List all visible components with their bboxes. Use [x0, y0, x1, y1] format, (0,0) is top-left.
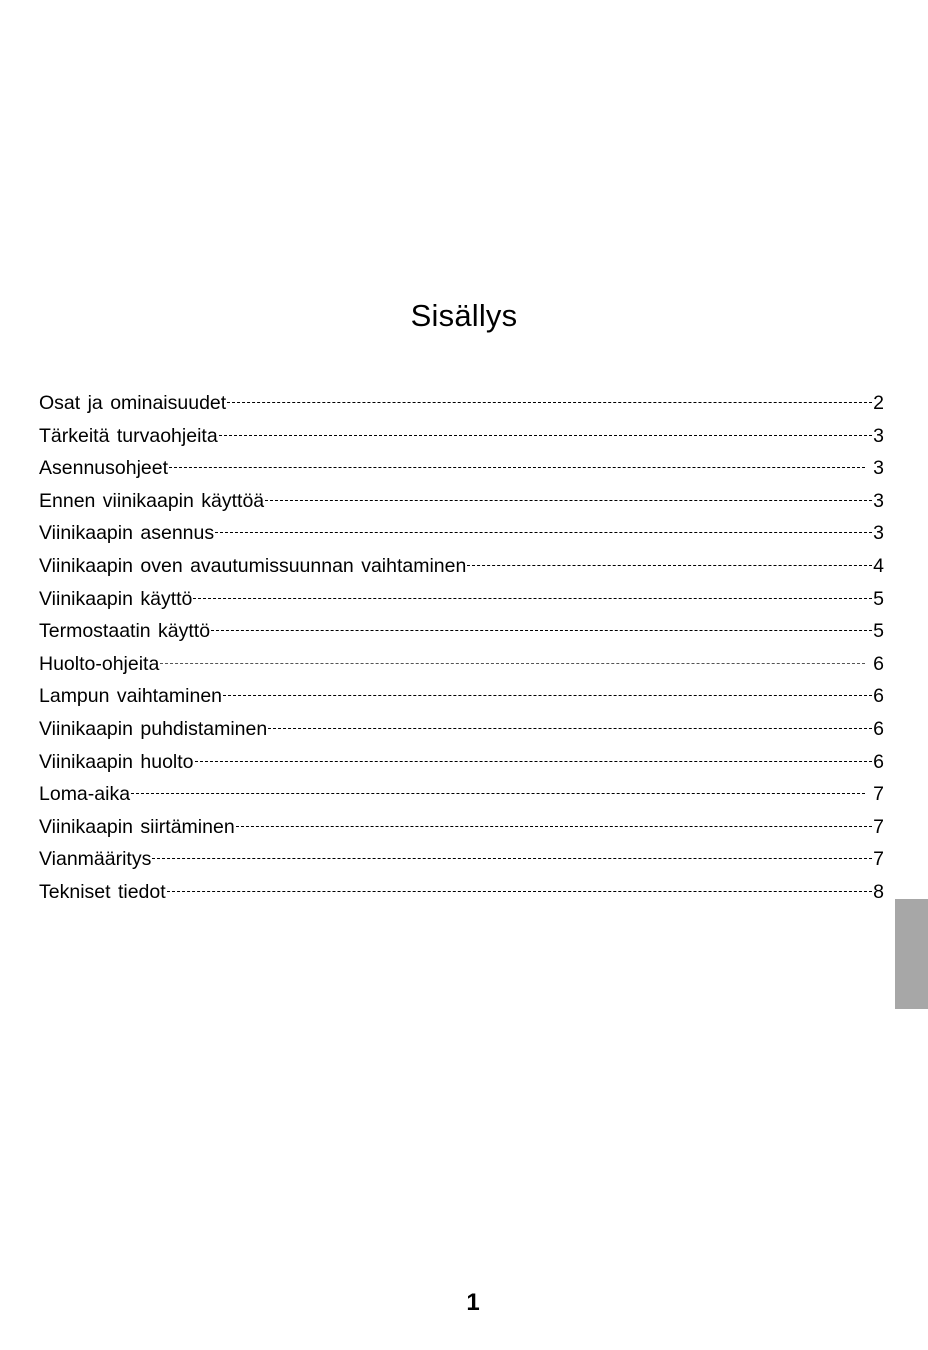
toc-entry-page: 6 — [873, 685, 884, 708]
table-of-contents — [39, 387, 884, 909]
toc-entry-label: Huolto-ohjeita — [39, 652, 160, 675]
toc-entry-page: 7 — [873, 783, 884, 806]
toc-leader-dashes — [227, 402, 872, 403]
toc-entry-page: 7 — [873, 815, 884, 838]
toc-entry-label: Vianmääritys — [39, 848, 152, 871]
language-side-tab — [895, 899, 928, 1009]
toc-leader-dashes — [236, 826, 872, 827]
toc-entry-label: Loma-aika — [39, 783, 131, 806]
toc-entry-page: 4 — [873, 554, 884, 577]
toc-entry — [39, 680, 884, 713]
toc-leader-dashes — [152, 858, 872, 859]
toc-entry — [39, 843, 884, 876]
toc-entry-label: Osat ja ominaisuudet — [39, 392, 227, 414]
toc-entry — [39, 485, 884, 518]
toc-entry — [39, 387, 884, 420]
toc-leader-dashes — [467, 565, 872, 566]
toc-entry — [39, 746, 884, 779]
toc-entry — [39, 648, 884, 681]
toc-leader-dashes — [160, 663, 865, 664]
toc-entry — [39, 811, 884, 844]
toc-entry — [39, 452, 884, 485]
toc-entry-label: Tärkeitä turvaohjeita — [39, 424, 218, 447]
toc-leader-dashes — [167, 891, 872, 892]
toc-entry-page: 3 — [873, 489, 884, 512]
toc-leader-dashes — [193, 598, 872, 599]
toc-entry-page: 3 — [873, 457, 884, 480]
toc-entry-label: Termostaatin käyttö — [39, 620, 211, 643]
toc-leader-dashes — [223, 695, 872, 696]
toc-entry-label: Viinikaapin siirtäminen — [39, 815, 235, 838]
toc-entry-page: 6 — [873, 652, 884, 675]
toc-entry-label: Viinikaapin käyttö — [39, 587, 193, 610]
toc-entry-page: 8 — [873, 880, 884, 903]
toc-entry — [39, 778, 884, 811]
toc-entry-page: 3 — [873, 424, 884, 447]
toc-leader-dashes — [219, 435, 872, 436]
toc-leader-dashes — [211, 630, 872, 631]
toc-entry — [39, 517, 884, 550]
toc-entry-label: Viinikaapin huolto — [39, 750, 194, 773]
toc-entry-page: 5 — [873, 620, 884, 643]
toc-entry-page: 6 — [873, 750, 884, 773]
toc-entry-page: 5 — [873, 587, 884, 610]
toc-leader-dashes — [195, 761, 872, 762]
toc-entry-label: Ennen viinikaapin käyttöä — [39, 489, 265, 512]
toc-entry-page: 6 — [873, 717, 884, 740]
toc-leader-dashes — [215, 532, 872, 533]
toc-entry-label: Lampun vaihtaminen — [39, 685, 223, 708]
toc-entry — [39, 615, 884, 648]
toc-entry-label: Tekniset tiedot — [39, 880, 166, 903]
toc-entry — [39, 876, 884, 909]
toc-entry — [39, 550, 884, 583]
toc-entry — [39, 420, 884, 453]
toc-entry-label: Viinikaapin asennus — [39, 522, 215, 545]
toc-entry-label: Asennusohjeet — [39, 457, 169, 480]
page-title: Sisällys — [410, 298, 518, 333]
toc-leader-dashes — [169, 467, 865, 468]
toc-entry-label: Viinikaapin puhdistaminen — [39, 717, 268, 740]
page-number: 1 — [466, 1289, 480, 1316]
toc-entry — [39, 713, 884, 746]
toc-entry-page: 2 — [873, 392, 884, 414]
toc-leader-dashes — [265, 500, 872, 501]
toc-entry-page: 7 — [873, 848, 884, 871]
toc-entry-page: 3 — [873, 522, 884, 545]
toc-entry — [39, 583, 884, 616]
toc-leader-dashes — [268, 728, 872, 729]
toc-entry-label: Viinikaapin oven avautumissuunnan vaihtaminen — [39, 554, 467, 577]
toc-leader-dashes — [131, 793, 865, 794]
